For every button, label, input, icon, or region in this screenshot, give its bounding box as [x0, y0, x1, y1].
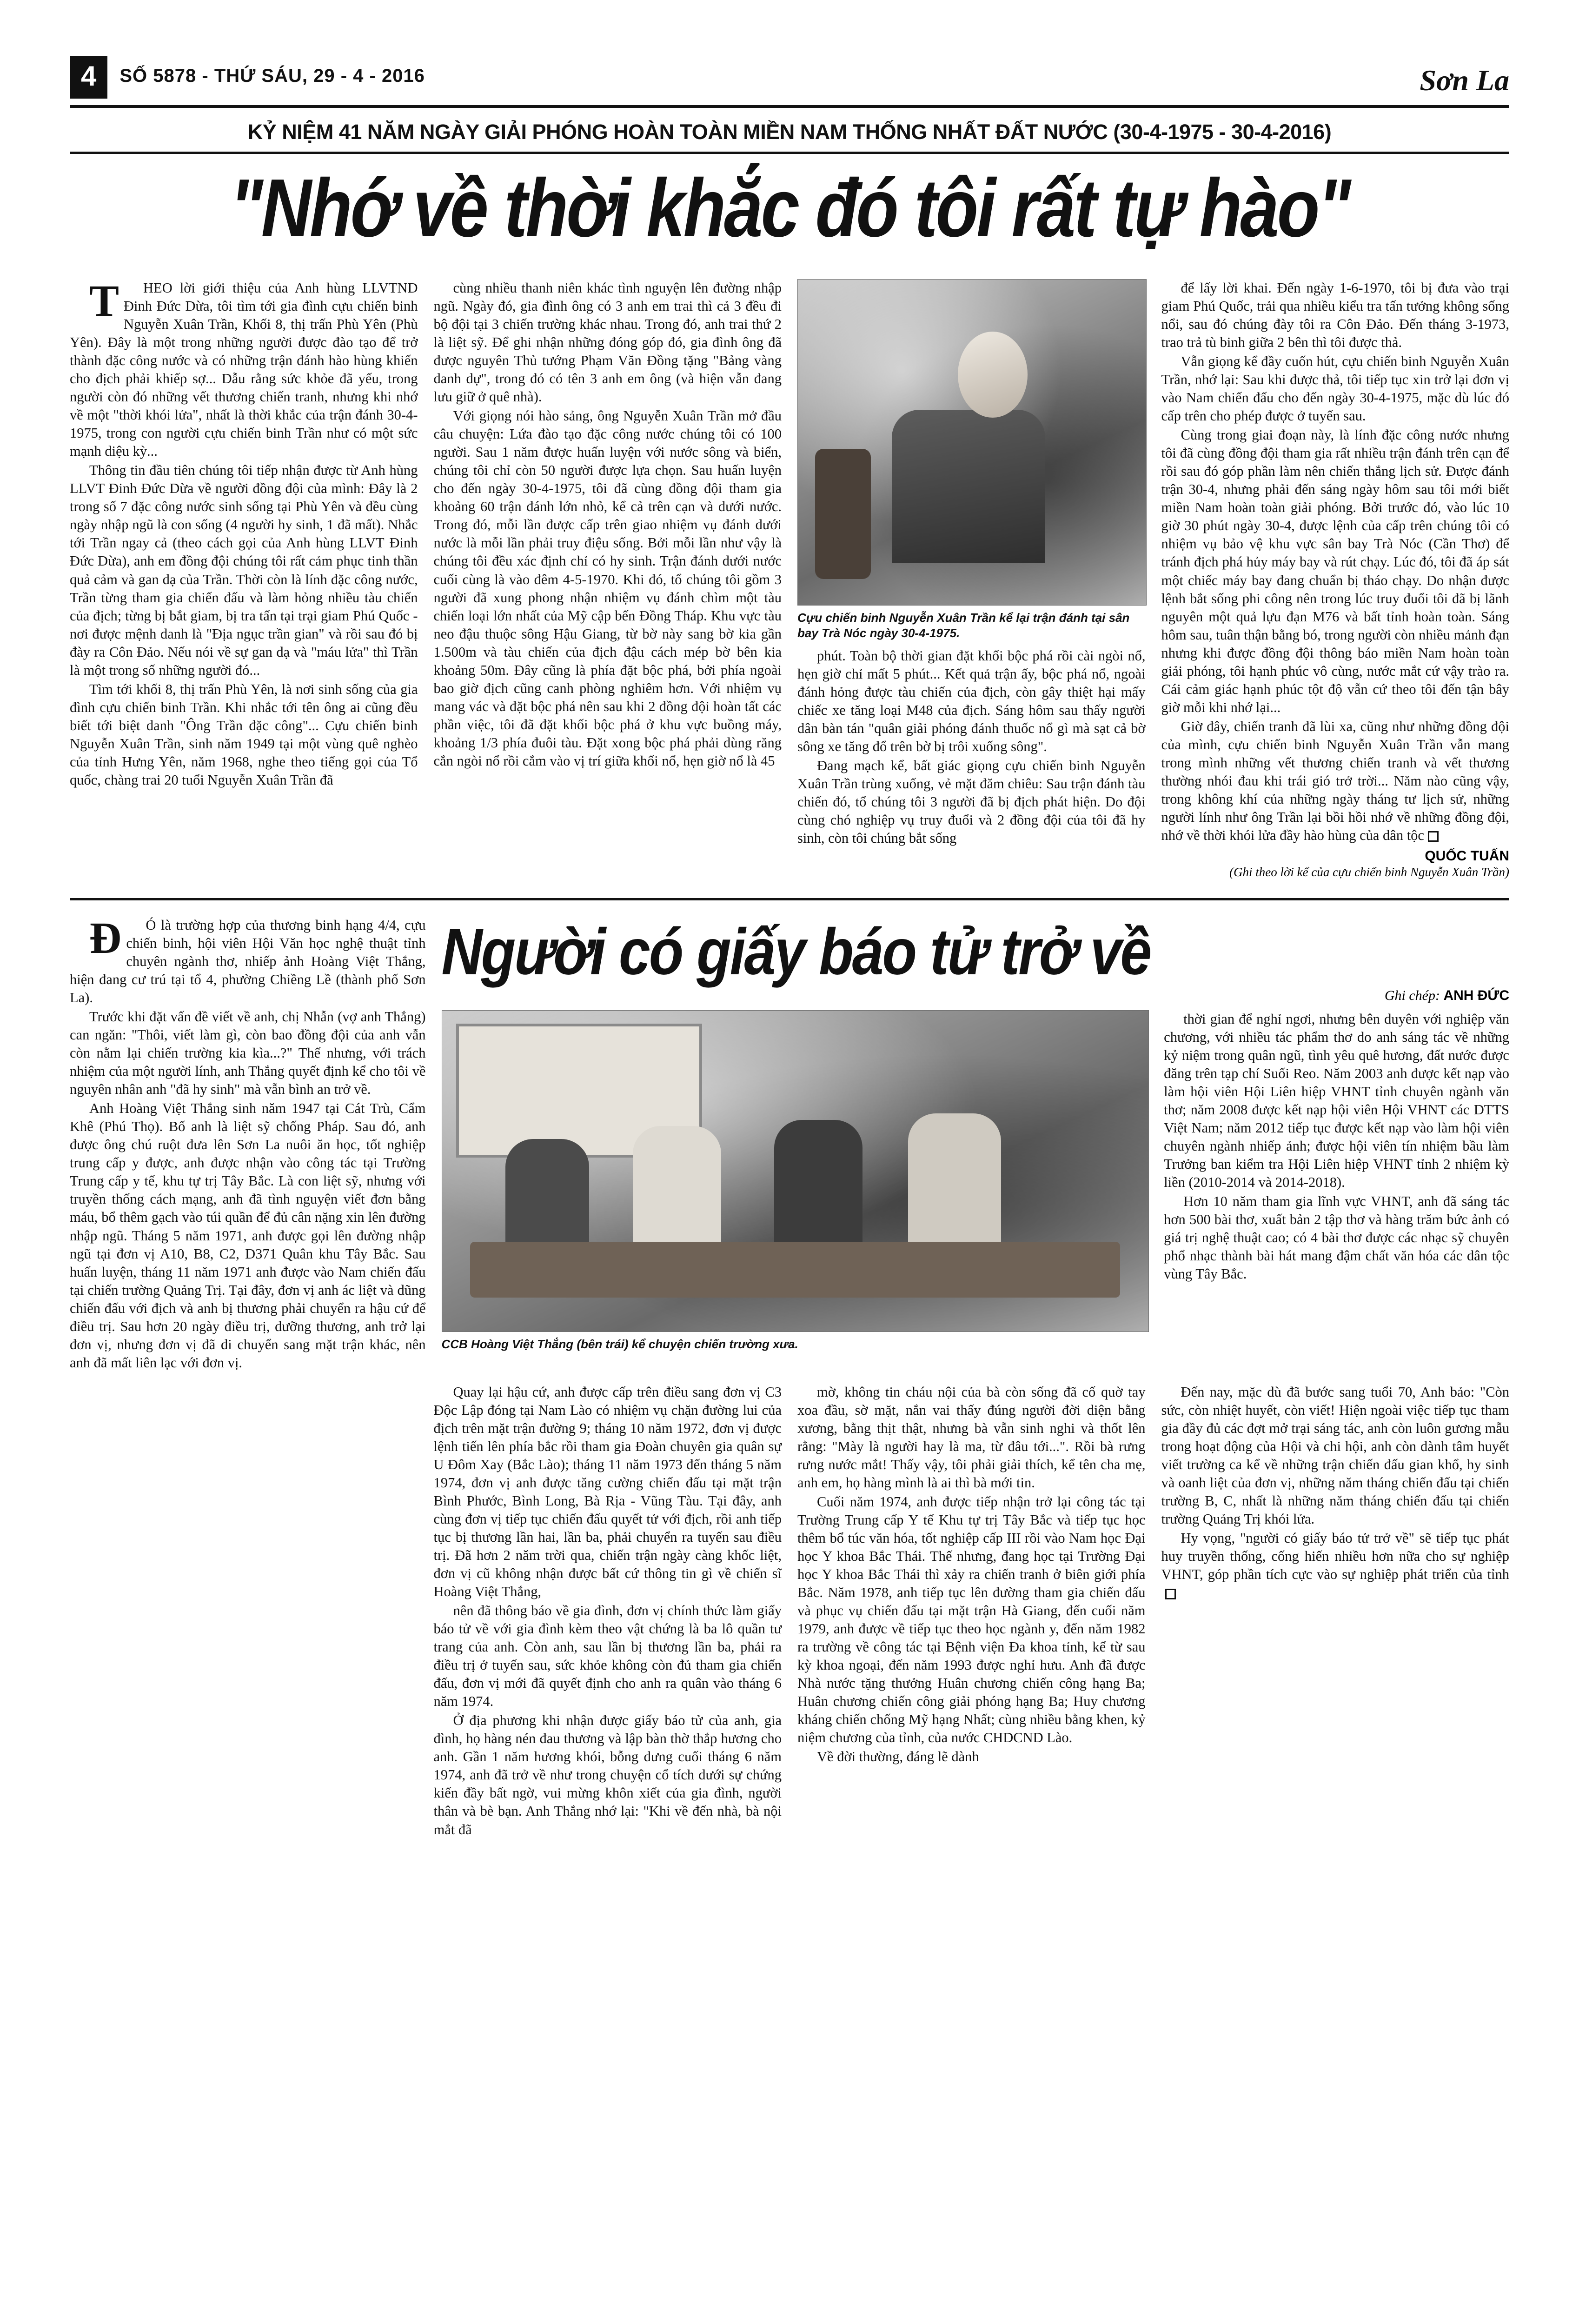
end-mark-icon: [1165, 1589, 1176, 1599]
ghichep-author: ANH ĐỨC: [1443, 987, 1509, 1003]
article2-photo: [442, 1010, 1149, 1332]
article1-column-3: [797, 279, 1146, 879]
caption-tail: kể chuyện chiến trường xưa.: [631, 1337, 798, 1351]
paragraph: Về đời thường, đáng lẽ dành: [817, 1749, 979, 1765]
paragraph: phút. Toàn bộ thời gian đặt khối bộc phá rồi cài ngòi nổ, hẹn giờ chỉ mất 5 phút... Kết quả trận ấy, bộc phá nổ, ngoài đánh hỏng được tàu chiến của địch, còn gây thiệt hại mấy chiếc xe tăng loại M48 của địch. Sáng hôm sau thấy người dân bàn tán "quân giải phóng đánh thuốc nổ gì mà sạt cả bờ sông xe tăng đổ trên bờ bị trôi xuống sông".: [797, 648, 1146, 755]
article1-photo-box: [797, 279, 1146, 640]
paragraph: Quay lại hậu cứ, anh được cấp trên điều sang đơn vị C3 Độc Lập đóng tại Nam Lào có nhiệm vụ chặn đường lui của địch trên mặt trận đường 9; tháng 10 năm 1972, đơn vị được lệnh tiến lên phía bắc rồi tham gia Đoàn chuyên gia quân sự U Đôm Xay (Bắc Lào); tháng 11 năm 1973 đến tháng 5 năm 1974, đơn vị anh được tăng cường chiến đấu tại mặt trận Bình Phước, Bình Long, Bà Rịa - Vũng Tàu. Tại đây, anh cùng đơn vị tiếp tục chiến đấu quyết tử với địch, rồi anh tiếp tục bị thương lần hai, lần ba, phải chuyển ra tuyến sau điều trị. Đã hơn 2 năm trời qua, chiến trận ngày càng khốc liệt, đơn vị cũ không nhận được bất cứ thông tin gì về chiến sĩ Hoàng Việt Thắng,: [433, 1384, 782, 1600]
caption-name: CCB Hoàng Việt Thắng: [441, 1337, 574, 1351]
article1-column-1: [70, 276, 418, 879]
paragraph: Vẫn giọng kể đầy cuốn hút, cựu chiến binh Nguyễn Xuân Trần, nhớ lại: Sau khi được thả, tôi tiếp tục xin trở lại đơn vị vào Nam chiến đấu cho đến ngày 30-4-1975, mặc dù lúc đó cấp trên cho phép được ở tuyến sau.: [1161, 353, 1509, 424]
paragraph: ĐÓ là trường hợp của thương binh hạng 4/4, cựu chiến binh, hội viên Hội Văn học nghệ thuật tỉnh chuyên ngành thơ, nhiếp ảnh Hoàng Việt Thắng, hiện đang cư trú tại tổ 4, phường Chiềng Lề (thành phố Sơn La).: [70, 912, 426, 1006]
article1-photo: [797, 279, 1147, 606]
article2-ghichep: [442, 988, 1510, 1004]
end-mark-icon: [1428, 831, 1439, 842]
paragraph: Đến nay, mặc dù đã bước sang tuổi 70, Anh bảo: "Còn sức, còn nhiệt huyết, còn viết! Hiện ngoài việc tiếp tục tham gia đầy đủ các đợt mở trại sáng tác, anh còn luôn gương mẫu trong hoạt động của Hội và chi hội, anh còn dành tâm huyết viết trường ca kể về những trận chiến đấu gian khổ, hy sinh và oanh liệt của đơn vị, những năm tháng chiến đấu tại chiến trường B, C, nhất là những năm tháng chiến đấu tại chiến trường Quảng Trị khói lửa.: [1161, 1384, 1509, 1527]
article2-top: [70, 912, 1509, 1373]
photo-person-2-shape: [633, 1126, 721, 1261]
article1: [70, 276, 1509, 879]
article1-byline-note: (Ghi theo lời kể của cựu chiến binh Nguyễn Xuân Trần): [1229, 865, 1509, 879]
photo-person-3-shape: [774, 1120, 862, 1259]
article2-top-column-4: [1164, 1010, 1509, 1352]
article1-byline: QUỐC TUẤN: [1425, 848, 1509, 864]
article2-photo-caption: [442, 1337, 1148, 1352]
article2: [70, 912, 1509, 1840]
paragraph: mờ, không tin cháu nội của bà còn sống đã cố quờ tay xoa đầu, sờ mặt, nắn vai thấy đúng người đời diện bằng xương, bằng thịt thật, nhưng bà vẫn sinh nghi và thốt lên rằng: "Mày là người hay là ma, từ đâu tới...". Rồi bà rưng rưng nước mắt! Thấy vậy, tôi phải giải thích, kể tên cha mẹ, anh em, họ hàng mình là ai thì bà mới tin.: [797, 1384, 1146, 1491]
article1-headline: "Nhớ về thời khắc đó tôi rất tự hào": [230, 161, 1349, 254]
photo-chair-shape: [815, 449, 871, 579]
article2-headline: Người có giấy báo tử trở về: [441, 915, 1151, 988]
paragraph: nên đã thông báo về gia đình, đơn vị chính thức làm giấy báo tử về với gia đình kèm theo vật chứng là ba lô quần tư trang của anh. Còn anh, sau lần bị thương lần ba, phải ra điều trị ở tuyến sau, sức khỏe không còn đủ tham gia chiến đấu, đơn vị mới đã quyết định cho anh ra quân vào tháng 6 năm 1974.: [433, 1603, 782, 1710]
page-number: 4: [70, 56, 107, 99]
paper-name: Sơn La: [1420, 64, 1509, 97]
paragraph: cùng nhiều thanh niên khác tình nguyện lên đường nhập ngũ. Ngày đó, gia đình ông có 3 anh em trai thì cả 3 đều đi bộ đội tại 3 chiến trường khác nhau. Trong đó, anh trai thứ 2 là liệt sỹ. Để ghi nhận những đóng góp đó, gia đình ông đã được nguyên Thủ tướng Phạm Văn Đồng tặng "Bảng vàng danh dự", trong đó có tên 3 anh em ông (và hiện vẫn đang lưu giữ ở quê nhà).: [433, 280, 782, 405]
article1-column-4: [1161, 279, 1510, 879]
paragraph: Đang mạch kể, bất giác giọng cựu chiến binh Nguyễn Xuân Trần trùng xuống, vẻ mặt đăm chiêu: Sau trận đánh tàu chiến đó, tổ chúng tôi 3 người đã bị địch phát hiện. Do đội cùng chó nghiệp vụ truy đuổi và 2 đồng đội của tôi đã hy sinh, còn tôi chúng bắt sống: [797, 758, 1146, 846]
paragraph: Hơn 10 năm tham gia lĩnh vực VHNT, anh đã sáng tác hơn 500 bài thơ, xuất bản 2 tập thơ và hàng trăm bức ảnh có giá trị nghệ thuật cao; có 4 bài thơ được các nhạc sỹ chuyên phổ nhạc thành bài hát mang đậm chất văn hóa các dân tộc vùng Tây Bắc.: [1164, 1193, 1509, 1282]
article2-photo-row: [442, 1010, 1510, 1352]
paragraph: thời gian để nghỉ ngơi, nhưng bên duyên với nghiệp văn chương, với nhiều tác phẩm thơ do anh sáng tác về những kỷ niệm trong quân ngũ, tình yêu quê hương, đất nước được đăng trên tạp chí Suối Reo. Năm 2003 anh được kết nạp vào làm hội viên Hội Liên hiệp VHNT tỉnh chuyên ngành văn thơ; năm 2008 được kết nạp hội viên Hội VHNT các DTTS Việt Nam; năm 2012 tiếp tục được kết nạp vào làm hội viên chuyên ngành nhiếp ảnh; được hội viên tín nhiệm bầu làm Trưởng ban kiểm tra Hội Liên hiệp VHNT tỉnh 2 nhiệm kỳ liền (2010-2014 và 2014-2018).: [1164, 1011, 1509, 1191]
article2-column-1: [70, 1383, 418, 1840]
photo-person-4-shape: [908, 1113, 1001, 1262]
caption-mid: (bên trái): [573, 1337, 632, 1351]
article2-column-2: [434, 1383, 782, 1840]
paragraph: Tìm tới khối 8, thị trấn Phù Yên, là nơi sinh sống của gia đình cựu chiến binh Trần. Khi nhắc tới tên ông ai cũng đều biết tới biệt danh "Ông Trần đặc công"... Cựu chiến binh Nguyễn Xuân Trần, sinh năm 1949 tại một vùng quê nghèo của tỉnh Hưng Yên, năm 1968, nghe theo tiếng gọi của Tổ quốc, chàng trai 20 tuổi Nguyễn Xuân Trần đã: [70, 681, 418, 788]
article1-photo-caption: Cựu chiến binh Nguyễn Xuân Trần kể lại trận đánh tại sân bay Trà Nóc ngày 30-4-1975.: [797, 611, 1130, 640]
paragraph: Ở địa phương khi nhận được giấy báo tử của anh, gia đình, họ hàng nén đau thương và lập bàn thờ thắp hương cho anh. Gần 1 năm hương khói, bỗng dưng cuối tháng 6 năm 1974, anh đã trở về như trong chuyện cổ tích dưới sự chứng kiến đầy bất ngờ, vui mừng khôn xiết của gia đình, người thân và bè bạn. Anh Thắng nhớ lại: "Khi về đến nhà, bà nội mắt đã: [433, 1712, 782, 1838]
paragraph: [1161, 718, 1510, 845]
article2-column-4: [1161, 1383, 1510, 1840]
photo-person-head-shape: [958, 332, 1028, 418]
article2-photo-box: [442, 1010, 1148, 1352]
paragraph: [1161, 1529, 1510, 1602]
paragraph: Cùng trong giai đoạn này, là lính đặc công nước nhưng tôi đã cùng đồng đội tham gia rất nhiều trận đánh trên cạn để rồi sau đó góp phần làm nên chiến thắng lịch sử. Được đánh trận 30-4, nhưng phải đến sáng ngày hôm sau tôi mới biết miền Nam hoàn toàn giải phóng. Bởi trước đó, vào lúc 10 giờ 30 phút ngày 30-4, được lệnh của cấp trên chúng tôi có nhiệm vụ bảo vệ khu vực sân bay Trà Nóc (Cần Thơ) để tránh địch phá hủy máy bay và rút chạy. Lúc đó, tôi đã áp sát một chiếc máy bay đang chuẩn bị tháo chạy. Do nhận được lệnh bắt sống phi công nên trong lúc truy đuổi tôi đã bị lãnh nguyên một quả lựu đạn M76 và bất tỉnh hoàn toàn. Sáng hôm sau, tuân thận bằng bó, trong người còn nhiều mảnh đạn nhưng khi được đồng đội thông báo miền Nam hoàn toàn giải phóng, tôi hạnh phúc vô cùng, nước mắt cứ vậy trào ra. Cái cảm giác hạnh phúc tột độ vẫn cứ theo tôi đến tận bây giờ mỗi khi nhớ lại...: [1161, 427, 1509, 715]
section-divider: [70, 898, 1509, 900]
article2-column-3: [797, 1383, 1146, 1840]
issue-line: SỐ 5878 - THỨ SÁU, 29 - 4 - 2016: [119, 65, 425, 86]
photo-table-shape: [470, 1242, 1120, 1298]
paragraph-text: Giờ đây, chiến tranh đã lùi xa, cũng như những đồng đội của mình, cựu chiến binh Nguyễn Xuân Trần vẫn mang trong mình những vết thương chiến tranh và vết thương thường nhói đau khi trái gió trở trời... Năm nào cũng vậy, trong không khí của những ngày tháng tư lịch sử, những người lính như ông Trần lại bồi hồi nhớ về những đồng đội, nhớ về thời khói lửa đầy hào hùng của dân tộc: [1161, 718, 1509, 843]
section-kicker: KỶ NIỆM 41 NĂM NGÀY GIẢI PHÓNG HOÀN TOÀN MIỀN NAM THỐNG NHẤT ĐẤT NƯỚC (30-4-1975 - 30-4-2016): [70, 120, 1509, 154]
paragraph: THEO lời giới thiệu của Anh hùng LLVTND Đinh Đức Dừa, tôi tìm tới gia đình cựu chiến binh Nguyễn Xuân Trần, Khối 8, thị trấn Phù Yên (Phù Yên). Đây là một trong những người được đào tạo để trở thành đặc công nước và có những trận đánh hào hùng khiến cho địch phải khiếp sợ... Dẫu rằng sức khỏe đã yếu, trong người còn đó những vết thương chiến tranh, nhưng khi nhớ về một "thời khói lửa", nhất là thời khắc của trận đánh 30-4-1975, trong con người cựu chiến binh Trần như có một sức mạnh diệu kỳ...: [70, 276, 418, 459]
article2-bottom-columns: [70, 1383, 1509, 1840]
ghichep-label: Ghi chép:: [1384, 987, 1440, 1003]
article2-head-and-photo: [442, 916, 1510, 1352]
paragraph: Anh Hoàng Việt Thắng sinh năm 1947 tại Cát Trù, Cẩm Khê (Phú Thọ). Bố anh là liệt sỹ chống Pháp. Sau đó, anh được ông chú ruột đưa lên Sơn La nuôi ăn học, tốt nghiệp trung cấp y được, anh được nhận vào công tác tại Trường Trung cấp y tế, khu tự trị Tây Bắc. Là con liệt sỹ, nhưng với truyền thống cách mạng, anh đã tình nguyện viết đơn bằng máu, bổ thêm gạch vào túi quần để đủ cân nặng xin lên đường nhập ngũ. Tháng 5 năm 1971, anh được gọi lên đường nhập ngũ tại đơn vị A10, B8, C2, D371 Quân khu Tây Bắc. Sau huấn luyện, tháng 11 năm 1971 anh được vào Nam chiến đấu tại chiến trường Quảng Trị. Tại đây, đơn vị anh ác liệt và dũng chiến đấu với địch và anh bị thương phải chuyển ra hậu cứ để điều trị. Sau hơn 20 ngày điều trị, dưỡng thương, anh trở lại đơn vị, nhưng đơn vị đã di chuyển sang mặt trận khác, nên anh đã mất liên lạc với đơn vị.: [70, 1100, 426, 1371]
paragraph: Cuối năm 1974, anh được tiếp nhận trở lại công tác tại Trường Trung cấp Y tế Khu tự trị Tây Bắc và tiếp tục học thêm bổ túc văn hóa, tốt nghiệp cấp III rồi vào Nam học Đại học Y khoa Bắc Thái. Thế nhưng, đang học tại Trường Đại học Y khoa Bắc Thái thì xảy ra chiến tranh ở biên giới phía Bắc. Năm 1978, anh tiếp tục lên đường tham gia chiến đấu và phục vụ chiến đấu tại mặt trận Hà Giang, đến cuối năm 1979, anh được về tiếp tục theo học ngành y, đến năm 1982 ra trường về công tác tại Bệnh viện Đa khoa tỉnh, kể từ sau kỳ khoa ngoại, đến năm 1993 được nghỉ hưu. Anh đã được Nhà nước tặng thưởng Huân chương chiến công hạng Ba; Huân chương chiến công giải phóng hạng Ba; Huy chương kháng chiến chống Mỹ hạng Nhất; cùng nhiều bằng khen, kỷ niệm chương của tỉnh, của nước CHDCND Lào.: [797, 1493, 1146, 1746]
photo-person-body-shape: [892, 410, 1045, 563]
paragraph: Với giọng nói hào sảng, ông Nguyễn Xuân Trần mở đầu câu chuyện: Lứa đào tạo đặc công nước chúng tôi có 100 người. Sau 1 năm được huấn luyện với nước sông và biển, chúng tôi chỉ còn 50 người được lựa chọn. Sau huấn luyện cho đến ngày 30-4-1975, tôi đã cùng đồng đội tham gia khoảng 60 trận đánh lớn nhỏ, kể cả trên cạn và dưới nước. Trong đó, mỗi lần được cấp trên giao nhiệm vụ đánh dưới nước là mỗi lần phải truy điệu sống. Bởi mỗi lần như vậy là chúng tôi đều xác định chỉ có hy sinh. Trận đánh dưới nước cuối cùng là vào đêm 4-5-1970. Khi đó, tổ chúng tôi gồm 3 người đã xung phong nhận nhiệm vụ đánh chìm một tàu chiến loại lớn nhất của Mỹ cập bến Đồng Tháp. Khu vực tàu neo đậu thuộc sông Hậu Giang, từ bờ này sang bờ kia gần 1.500m và tàu chiến của địch đậu cách mép bờ bên kia khoảng 50m. Đây cũng là phía đặt bộc phá, bởi phía ngoài bao giờ địch cũng canh phòng nghiêm hơn. Với nhiệm vụ mang vác và đặt bộc phá nên sau khi 2 đồng đội hoàn tất các phần việc, tôi đã đặt khối bộc phá ở khu vực buồng máy, khoảng 1/3 phía đuôi tàu. Đặt xong bộc phá phải dùng răng cắn ngòi nổ rồi cắm vào vị trí giữa khối nổ, hẹn giờ nổ là 45: [433, 408, 782, 769]
article1-column-2: [434, 279, 782, 879]
paragraph: Trước khi đặt vấn đề viết về anh, chị Nhẫn (vợ anh Thắng) can ngăn: "Thôi, viết làm gì, còn bao đồng đội của anh vẫn còn nằm lại chiến trường kia kìa...?" Thế nhưng, với trách nhiệm của một người lính, anh Thắng quyết định kể cho tôi về nguyên nhân anh "đã hy sinh" mà vẫn bình an trở về.: [70, 1009, 426, 1098]
masthead: [70, 56, 1509, 108]
paragraph: Thông tin đầu tiên chúng tôi tiếp nhận được từ Anh hùng LLVT Đinh Đức Dừa về người đồng đội của mình: Đây là 2 trong số 7 đặc công nước sinh sống tại Phù Yên và đều cùng ngày nhập ngũ là con sống (4 người hy sinh, 1 đã mất). Nhắc tới Trần ngay cả (theo cách gọi của Anh hùng LLVT Đinh Đức Dừa), anh em đồng đội chúng tôi rất cảm phục tinh thần quả cảm và gan dạ của Trần. Thời còn là lính đặc công nước, Trần từng tham gia chiến đấu và làm hỏng nhiều tàu chiến của địch; từng bị bắt giam, bị tra tấn tại trại giam Phú Quốc - nơi được mệnh danh là "Địa ngục trần gian" và rồi sau đó bị đày ra Côn Đảo. Nếu nói về sự gan dạ và "máu lửa" thì Trần là một trong số những người đó...: [70, 462, 418, 678]
masthead-left: [70, 56, 425, 99]
article2-lead-column: [70, 912, 426, 1373]
paragraph: để lấy lời khai. Đến ngày 1-6-1970, tôi bị đưa vào trại giam Phú Quốc, trải qua nhiều kiểu tra tấn tưởng không sống nổi, sau đó chúng đày tôi ra Côn Đảo. Đến tháng 3-1973, trao trả tù binh giữa 2 bên thì tôi được thả.: [1161, 280, 1509, 351]
paragraph-text: Hy vọng, "người có giấy báo tử trở về" sẽ tiếp tục phát huy truyền thống, cống hiến nhiều hơn nữa cho sự nghiệp VHNT, góp phần tích cực vào sự nghiệp phát triển của tỉnh: [1161, 1530, 1509, 1583]
